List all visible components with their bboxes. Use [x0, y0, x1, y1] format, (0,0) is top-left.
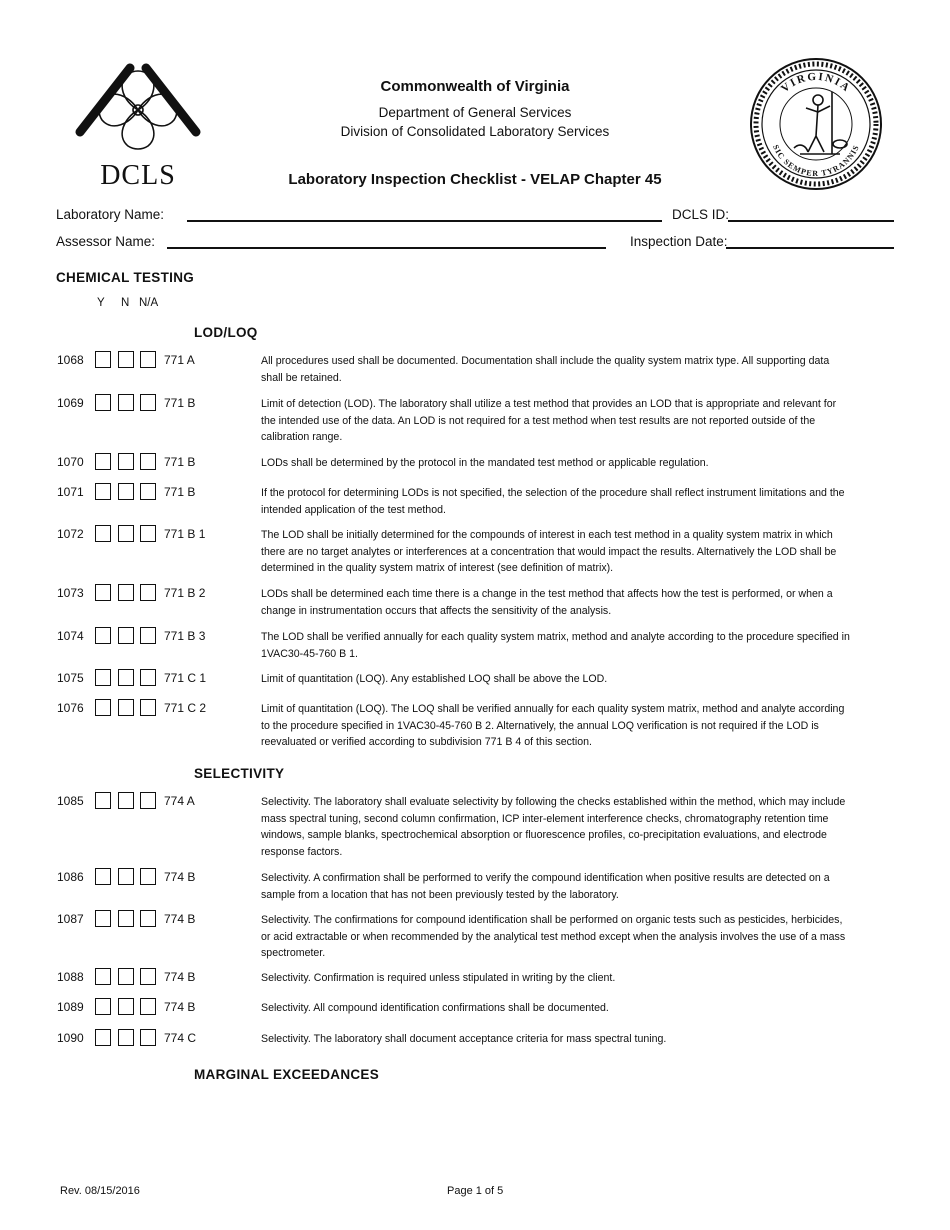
no-checkbox[interactable]	[118, 669, 134, 686]
yes-checkbox[interactable]	[95, 584, 111, 601]
item-text: Selectivity. The confirmations for compound identification shall be performed on organic tests such as pesticides, herbicides, or acid extractable or when recommended by the analytical test method except when the analysis involves the use of a mass spectrometer.	[261, 914, 846, 960]
item-text: The LOD shall be verified annually for each quality system matrix, method and analyte according to the procedure specified in 1VAC30-45-760 B 1.	[261, 631, 850, 660]
item-reference: 771 B	[164, 455, 196, 469]
yes-checkbox[interactable]	[95, 998, 111, 1015]
yes-checkbox[interactable]	[95, 483, 111, 500]
seal-text-top: VIRGINIA	[779, 70, 853, 96]
revision-date: Rev. 08/15/2016	[60, 1185, 140, 1197]
item-text: Selectivity. All compound identification confirmations shall be documented.	[261, 1002, 609, 1014]
inspection-date-field[interactable]	[726, 247, 894, 249]
lab-name-field[interactable]	[187, 220, 662, 222]
item-number: 1076	[57, 701, 84, 715]
item-reference: 774 B	[164, 1000, 196, 1014]
na-checkbox[interactable]	[140, 525, 156, 542]
item-number: 1089	[57, 1000, 84, 1014]
na-checkbox[interactable]	[140, 968, 156, 985]
item-number: 1074	[57, 629, 84, 643]
item-reference: 771 B 1	[164, 527, 206, 541]
no-checkbox[interactable]	[118, 453, 134, 470]
na-checkbox[interactable]	[140, 584, 156, 601]
na-checkbox[interactable]	[140, 483, 156, 500]
item-text: All procedures used shall be documented. Documentation shall include the quality system matrix type. All supporting data shall be retained.	[261, 355, 830, 384]
assessor-field[interactable]	[167, 247, 606, 249]
item-number: 1072	[57, 527, 84, 541]
inspection-date-label: Inspection Date:	[630, 234, 728, 249]
department: Department of General Services	[378, 105, 572, 120]
item-number: 1088	[57, 970, 84, 984]
na-checkbox[interactable]	[140, 669, 156, 686]
yes-checkbox[interactable]	[95, 669, 111, 686]
item-text: Selectivity. Confirmation is required unless stipulated in writing by the client.	[261, 972, 616, 984]
yes-checkbox[interactable]	[95, 699, 111, 716]
no-checkbox[interactable]	[118, 792, 134, 809]
no-checkbox[interactable]	[118, 627, 134, 644]
yes-checkbox[interactable]	[95, 1029, 111, 1046]
logo-text: DCLS	[100, 160, 176, 191]
yes-checkbox[interactable]	[95, 394, 111, 411]
na-checkbox[interactable]	[140, 868, 156, 885]
yes-header: Y	[97, 297, 105, 309]
item-number: 1087	[57, 912, 84, 926]
item-reference: 774 B	[164, 970, 196, 984]
item-reference: 771 B	[164, 485, 196, 499]
yes-checkbox[interactable]	[95, 351, 111, 368]
group-marginal-exceedances: MARGINAL EXCEEDANCES	[194, 1067, 380, 1082]
no-checkbox[interactable]	[118, 1029, 134, 1046]
na-checkbox[interactable]	[140, 699, 156, 716]
item-reference: 774 C	[164, 1031, 197, 1045]
yes-checkbox[interactable]	[95, 868, 111, 885]
no-checkbox[interactable]	[118, 910, 134, 927]
item-text: The LOD shall be initially determined for the compounds of interest in each test method in a quality system matrix in which there are no target analytes or interferences at a concentration that would impact the results. Alternatively the LOD shall be determined in the quality system matrix of interest (see definition of matrix).	[261, 529, 837, 575]
na-checkbox[interactable]	[140, 998, 156, 1015]
na-checkbox[interactable]	[140, 453, 156, 470]
yes-checkbox[interactable]	[95, 627, 111, 644]
item-reference: 774 B	[164, 912, 196, 926]
org-title: Commonwealth of Virginia	[380, 78, 570, 95]
yes-checkbox[interactable]	[95, 910, 111, 927]
dcls-id-field[interactable]	[728, 220, 894, 222]
no-checkbox[interactable]	[118, 584, 134, 601]
item-text: Selectivity. A confirmation shall be performed to verify the compound identification when positive results are detected on a sample from a location that has not been previously tested by the laboratory.	[261, 872, 830, 901]
item-reference: 771 C 1	[164, 671, 207, 685]
group-selectivity: SELECTIVITY	[194, 766, 285, 781]
item-text: LODs shall be determined by the protocol in the mandated test method or applicable regulation.	[261, 457, 709, 469]
yes-checkbox[interactable]	[95, 968, 111, 985]
item-number: 1070	[57, 455, 84, 469]
item-number: 1071	[57, 485, 84, 499]
item-number: 1068	[57, 353, 84, 367]
seal-text-bottom: SIC SEMPER TYRANNIS	[771, 143, 861, 179]
na-checkbox[interactable]	[140, 351, 156, 368]
group-lodloq: LOD/LOQ	[194, 325, 258, 340]
page-number: Page 1 of 5	[447, 1185, 504, 1197]
na-checkbox[interactable]	[140, 910, 156, 927]
lab-name-label: Laboratory Name:	[56, 207, 165, 222]
item-number: 1090	[57, 1031, 84, 1045]
item-reference: 771 A	[164, 353, 195, 367]
yes-checkbox[interactable]	[95, 525, 111, 542]
item-reference: 771 B 2	[164, 586, 206, 600]
item-reference: 771 C 2	[164, 701, 207, 715]
item-text: Limit of quantitation (LOQ). The LOQ shall be verified annually for each quality system matrix, method and analyte according to the procedure specified in 1VAC30-45-760 B 2. Alternatively, the annual LOQ verification is not required if the LOD is reevaluated or verified according to subdivision 771 B 4 of this section.	[261, 703, 845, 749]
na-checkbox[interactable]	[140, 1029, 156, 1046]
dcls-id-label: DCLS ID:	[672, 207, 730, 222]
item-text: Limit of quantitation (LOQ). Any established LOQ shall be above the LOD.	[261, 673, 608, 685]
item-text: Selectivity. The laboratory shall document acceptance criteria for mass spectral tuning.	[261, 1033, 667, 1045]
no-checkbox[interactable]	[118, 998, 134, 1015]
no-checkbox[interactable]	[118, 525, 134, 542]
item-number: 1085	[57, 794, 84, 808]
no-checkbox[interactable]	[118, 968, 134, 985]
item-reference: 774 A	[164, 794, 195, 808]
na-checkbox[interactable]	[140, 792, 156, 809]
item-text: If the protocol for determining LODs is not specified, the selection of the procedure shall reflect instrument limitations and the intended application of the test method.	[261, 487, 845, 516]
section-title: CHEMICAL TESTING	[56, 270, 195, 285]
item-number: 1075	[57, 671, 84, 685]
item-number: 1073	[57, 586, 84, 600]
item-reference: 774 B	[164, 870, 196, 884]
item-text: LODs shall be determined each time there is a change in the test method that affects how the test is performed, or when a change in instrumentation occurs that affects the sensitivity of the analysis.	[261, 588, 833, 617]
no-header: N	[121, 297, 130, 309]
no-checkbox[interactable]	[118, 483, 134, 500]
item-reference: 771 B 3	[164, 629, 206, 643]
yes-checkbox[interactable]	[95, 453, 111, 470]
item-number: 1086	[57, 870, 84, 884]
yes-checkbox[interactable]	[95, 792, 111, 809]
na-checkbox[interactable]	[140, 394, 156, 411]
na-header: N/A	[139, 297, 159, 309]
item-text: Selectivity. The laboratory shall evaluate selectivity by following the checks established within the method, which may include mass spectral tuning, second column confirmation, ICP inter-element interference checks, chromatography retention time windows, sample blanks, spectrochemical absorption or fluorescence profiles, co-precipitation evaluations, and electrode response factors.	[261, 796, 846, 858]
no-checkbox[interactable]	[118, 699, 134, 716]
no-checkbox[interactable]	[118, 351, 134, 368]
division: Division of Consolidated Laboratory Services	[340, 124, 610, 139]
no-checkbox[interactable]	[118, 394, 134, 411]
item-reference: 771 B	[164, 396, 196, 410]
item-text: Limit of detection (LOD). The laboratory shall utilize a test method that provides an LOD that is appropriate and relevant for the intended use of the data. An LOD is not required for a test method when test results are not reported outside of the calibration range.	[261, 398, 837, 444]
assessor-label: Assessor Name:	[56, 234, 156, 249]
page-title: Laboratory Inspection Checklist - VELAP Chapter 45	[288, 171, 662, 188]
no-checkbox[interactable]	[118, 868, 134, 885]
na-checkbox[interactable]	[140, 627, 156, 644]
item-number: 1069	[57, 396, 84, 410]
